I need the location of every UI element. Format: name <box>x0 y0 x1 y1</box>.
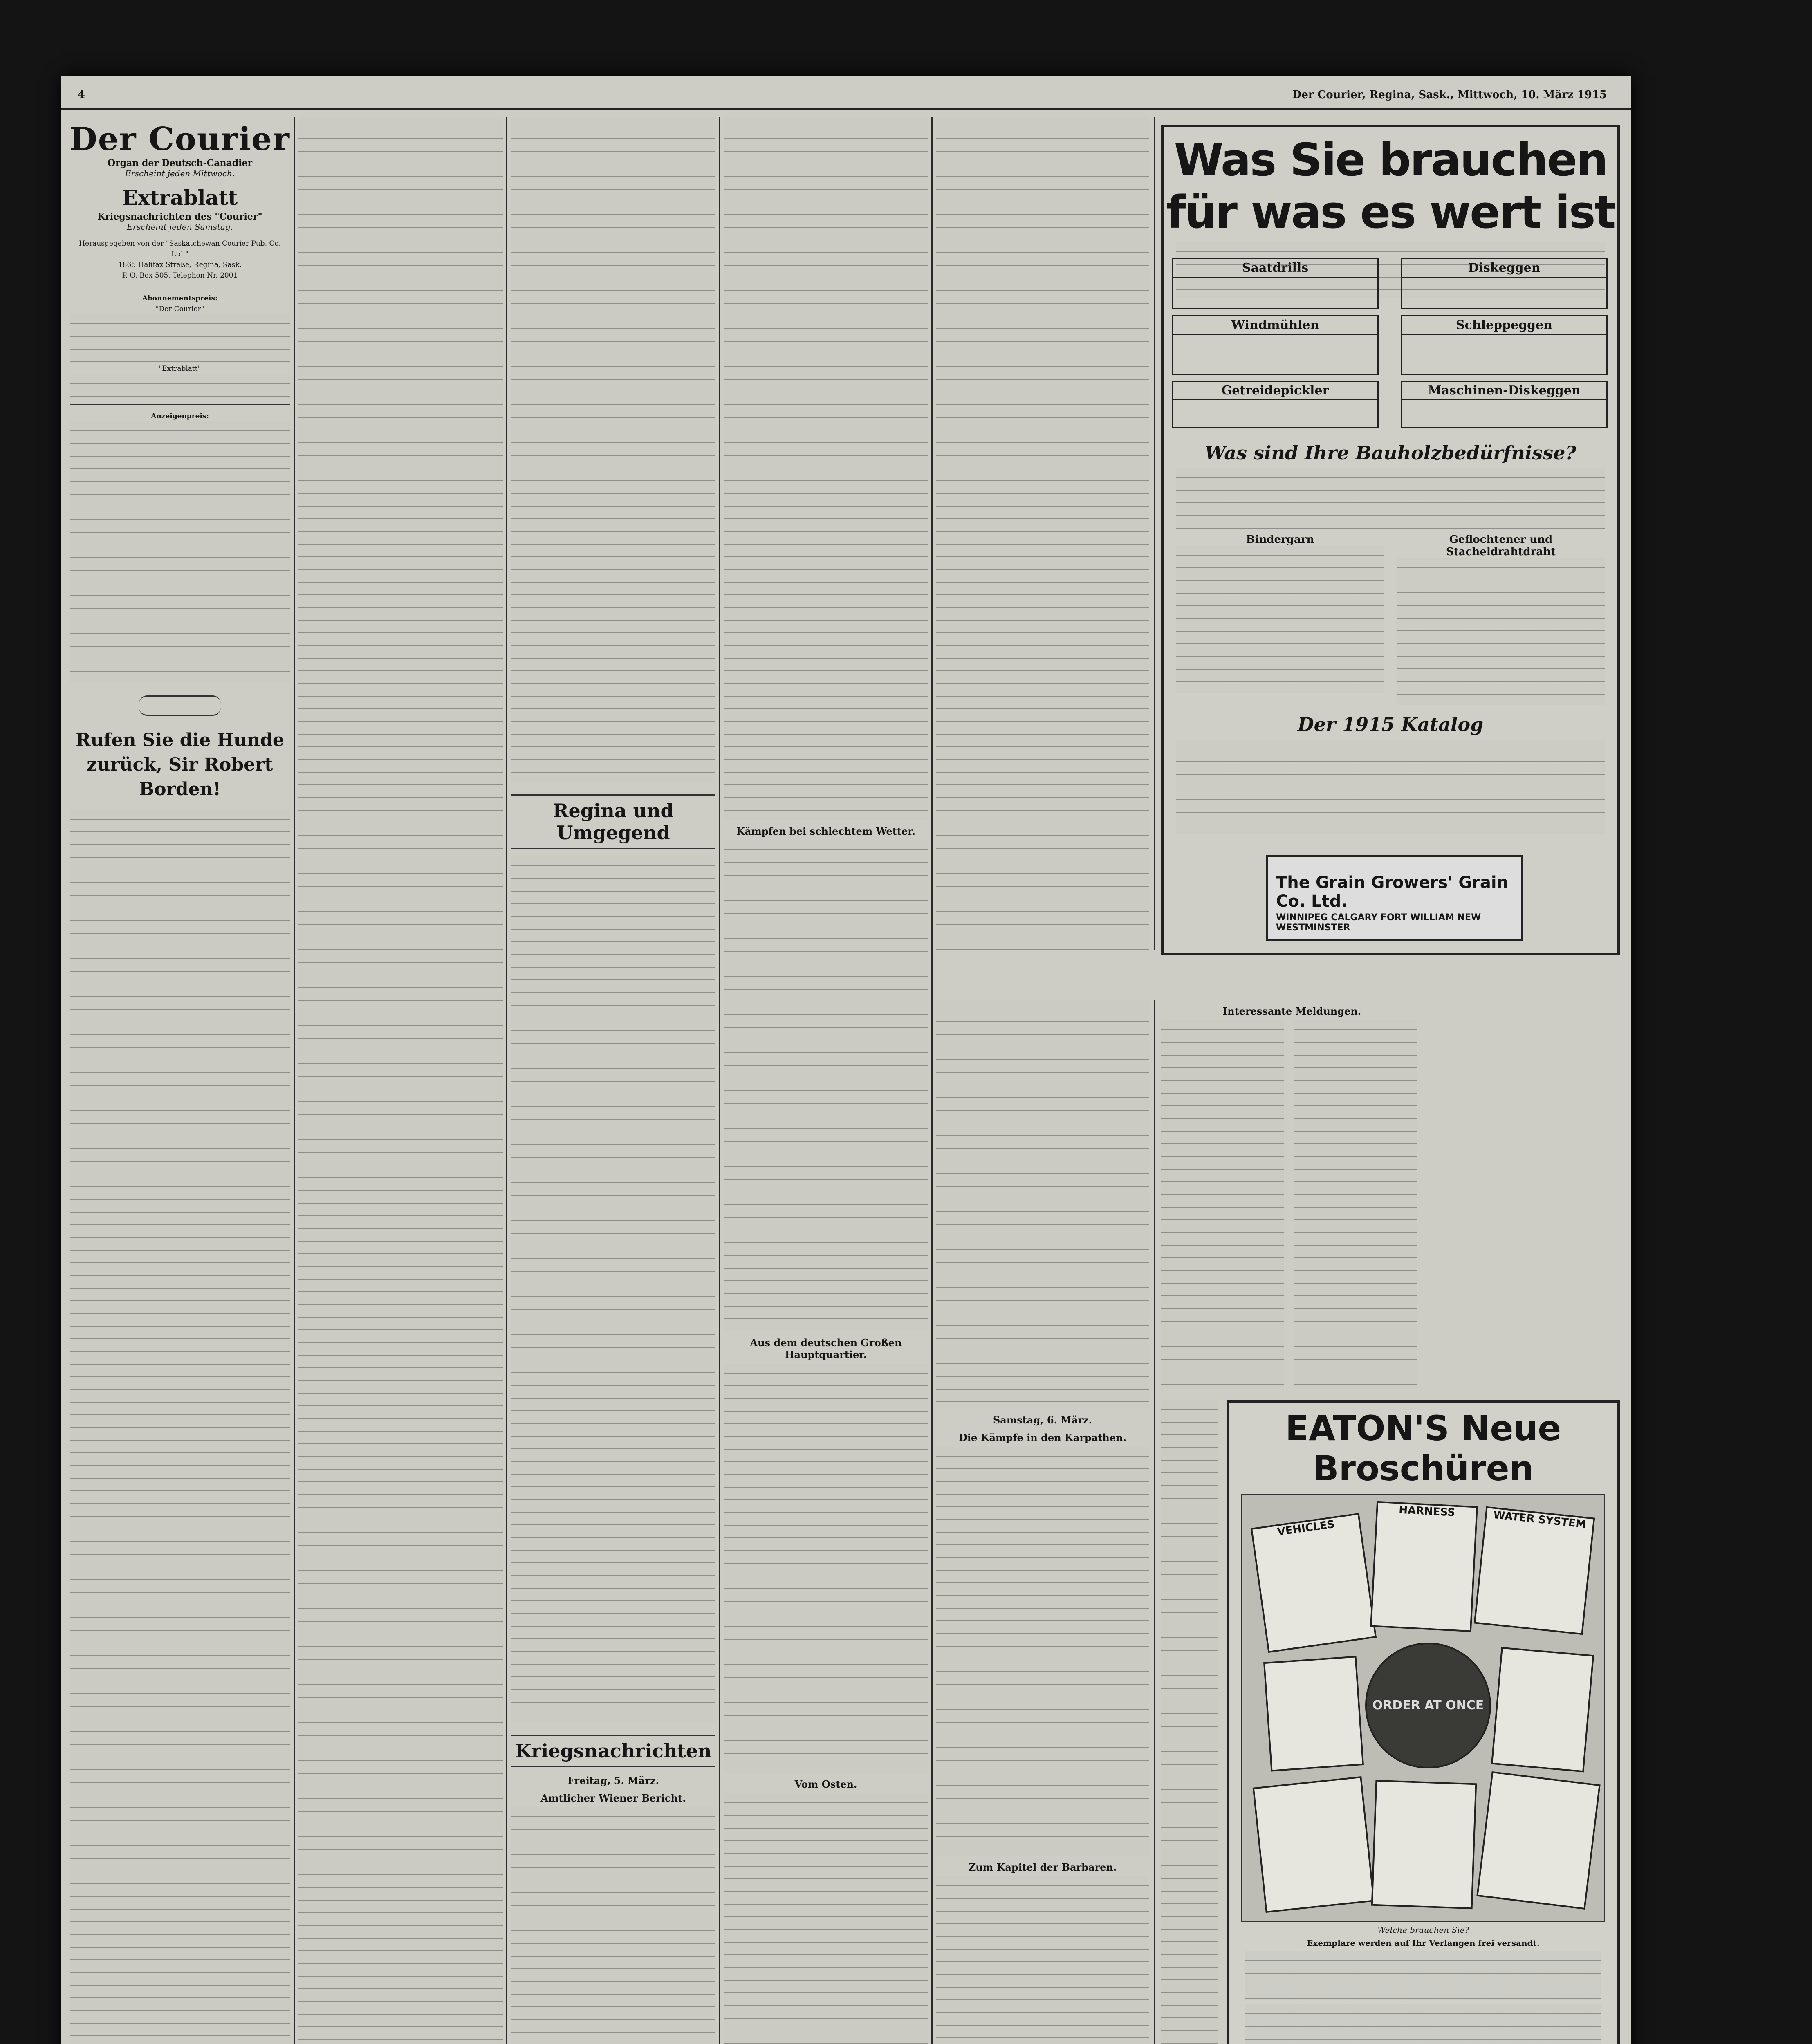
barbaren-subhead: Zum Kapitel der Barbaren. <box>968 1861 1117 1873</box>
seal-text: ORDER AT ONCE <box>1372 1698 1484 1712</box>
eaton-text <box>1245 1951 1601 2000</box>
war-sub: Amtlicher Wiener Bericht. <box>540 1792 686 1804</box>
article-text <box>724 117 928 820</box>
address-line: 1865 Halifax Straße, Regina, Sask. <box>118 261 242 269</box>
price-table-maschinen <box>1401 381 1608 428</box>
eaton-headline: EATON'S Neue Broschüren <box>1285 1408 1561 1488</box>
column-4 <box>724 117 928 2044</box>
catalog-book <box>1476 1771 1601 1910</box>
publisher-line: Herausgegeben von der "Saskatchewan Courier Pub. Co. Ltd." <box>79 240 281 258</box>
table-title: Windmühlen <box>1173 316 1377 335</box>
stacheldraht-text <box>1397 558 1605 705</box>
article-text <box>1294 1020 1417 1388</box>
order-seal <box>1365 1643 1491 1768</box>
ggg-logo <box>1266 855 1523 941</box>
column-rule <box>931 117 933 2044</box>
column-3 <box>511 117 715 2044</box>
article-text <box>936 1447 1149 1856</box>
article-text <box>70 810 290 2044</box>
catalog-book <box>1253 1776 1375 1913</box>
table-title: Maschinen-Diskeggen <box>1402 382 1606 400</box>
bauholz-text <box>1176 468 1605 529</box>
extrablatt-sub: Kriegsnachrichten des "Courier" <box>97 211 262 222</box>
column-rule <box>1154 117 1155 950</box>
catalog-label: HARNESS <box>1398 1504 1455 1519</box>
katalog-text <box>1176 740 1605 834</box>
running-title: Der Courier, Regina, Sask., Mittwoch, 10. März 1915 <box>1292 89 1607 101</box>
catalog-book <box>1263 1656 1364 1771</box>
price-table-windmuehlen <box>1172 315 1379 375</box>
column-1 <box>70 117 290 2044</box>
article-text <box>936 117 1149 950</box>
borden-headline: Rufen Sie die Hunde zurück, Sir Robert Borden! <box>76 730 284 800</box>
column-6-lower <box>1161 1000 1423 1392</box>
article-text <box>724 1793 928 2044</box>
article-text <box>936 1876 1149 2044</box>
article-text <box>1161 1400 1218 2044</box>
table-title: Diskeggen <box>1402 259 1606 278</box>
price-table-diskeggen <box>1401 258 1608 309</box>
col4-subhead-2: Vom Osten. <box>794 1778 857 1790</box>
eaton-list <box>1245 2004 1601 2044</box>
column-rule <box>294 117 295 2044</box>
masthead-title: Der Courier <box>70 121 290 158</box>
newspaper-page <box>61 76 1631 2044</box>
catalog-label: VEHICLES <box>1276 1518 1336 1539</box>
katalog-heading: Der 1915 Katalog <box>1297 713 1484 735</box>
catalog-vehicles <box>1251 1513 1377 1653</box>
table-title: Schleppeggen <box>1402 316 1606 335</box>
masthead <box>70 121 290 683</box>
eaton-free-note: Exemplare werden auf Ihr Verlangen frei versandt. <box>1307 1938 1540 1948</box>
ggg-headline: Was Sie brauchen für was es wert ist <box>1166 134 1615 238</box>
article-text <box>936 1000 1149 1408</box>
bauholz-heading: Was sind Ihre Bauholzbedürfnisse? <box>1204 442 1577 464</box>
table-title: Getreidepickler <box>1173 382 1377 400</box>
running-header <box>61 84 1631 110</box>
page-number: 4 <box>78 89 85 101</box>
masthead-appears: Erscheint jeden Mittwoch. <box>125 168 235 178</box>
ggg-cities: WINNIPEG CALGARY FORT WILLIAM NEW WESTMINSTER <box>1276 912 1481 933</box>
article-text <box>1161 1020 1284 1388</box>
column-5-lower <box>936 1000 1149 2044</box>
prices-courier: "Der Courier" <box>155 305 204 313</box>
article-text <box>724 840 928 1331</box>
article-text <box>724 1364 928 1773</box>
column-rule <box>719 117 720 2044</box>
meldungen-subhead: Interessante Meldungen. <box>1222 1005 1361 1017</box>
column-5-upper <box>936 117 1149 950</box>
war-news-title: Kriegsnachrichten <box>511 1735 715 1767</box>
prices-title: Abonnementspreis: <box>142 294 218 303</box>
column-6-narrow <box>1161 1400 1218 2044</box>
extrablatt-appears: Erscheint jeden Samstag. <box>127 222 233 232</box>
text-block <box>70 421 290 683</box>
article-text <box>511 117 715 783</box>
col4-subhead-3: Aus dem deutschen Großen Hauptquartier. <box>750 1337 902 1360</box>
catalog-water <box>1474 1506 1595 1635</box>
samstag-date: Samstag, 6. März. <box>993 1414 1092 1426</box>
price-table-saatdrills <box>1172 258 1379 309</box>
stacheldraht-heading: Geflochtener und Stacheldrahtdraht <box>1446 533 1556 558</box>
catalog-harness <box>1370 1501 1478 1632</box>
ads-title: Anzeigenpreis: <box>151 412 209 420</box>
price-table-getreidepickler <box>1172 381 1379 428</box>
extrablatt-title: Extrablatt <box>122 186 238 210</box>
price-table-schleppeggen <box>1401 315 1608 375</box>
ggg-advertisement <box>1161 125 1620 955</box>
catalog-book <box>1491 1647 1594 1773</box>
text-block <box>70 374 290 399</box>
war-date: Freitag, 5. März. <box>567 1775 659 1786</box>
column-rule <box>1154 1000 1155 2044</box>
ggg-logo-text: The Grain Growers' Grain Co. Ltd. <box>1276 873 1509 911</box>
article-text <box>511 856 715 1723</box>
article-text <box>298 117 503 2044</box>
phone-line: P. O. Box 505, Telephon Nr. 2001 <box>122 271 238 280</box>
bindergarn-text <box>1176 546 1384 693</box>
catalog-label: WATER SYSTEM <box>1493 1508 1587 1531</box>
eaton-caption: Welche brauchen Sie? <box>1377 1925 1469 1935</box>
karpathen-subhead: Die Kämpfe in den Karpathen. <box>959 1432 1126 1443</box>
ornament-divider <box>139 695 221 716</box>
catalog-book <box>1371 1780 1477 1909</box>
column-rule <box>506 117 507 2044</box>
col4-subhead-1: Kämpfen bei schlechtem Wetter. <box>736 825 916 837</box>
eaton-advertisement <box>1227 1400 1620 2044</box>
text-block <box>70 314 290 363</box>
bindergarn-heading: Bindergarn <box>1246 533 1314 546</box>
regina-section-title: Regina und Umgegend <box>511 794 715 849</box>
article-text <box>511 1807 715 2044</box>
column-2 <box>298 117 503 2044</box>
catalog-illustration <box>1241 1494 1605 1922</box>
table-title: Saatdrills <box>1173 259 1377 278</box>
masthead-organ: Organ der Deutsch-Canadier <box>107 158 253 168</box>
prices-extra: "Extrablatt" <box>159 365 201 373</box>
